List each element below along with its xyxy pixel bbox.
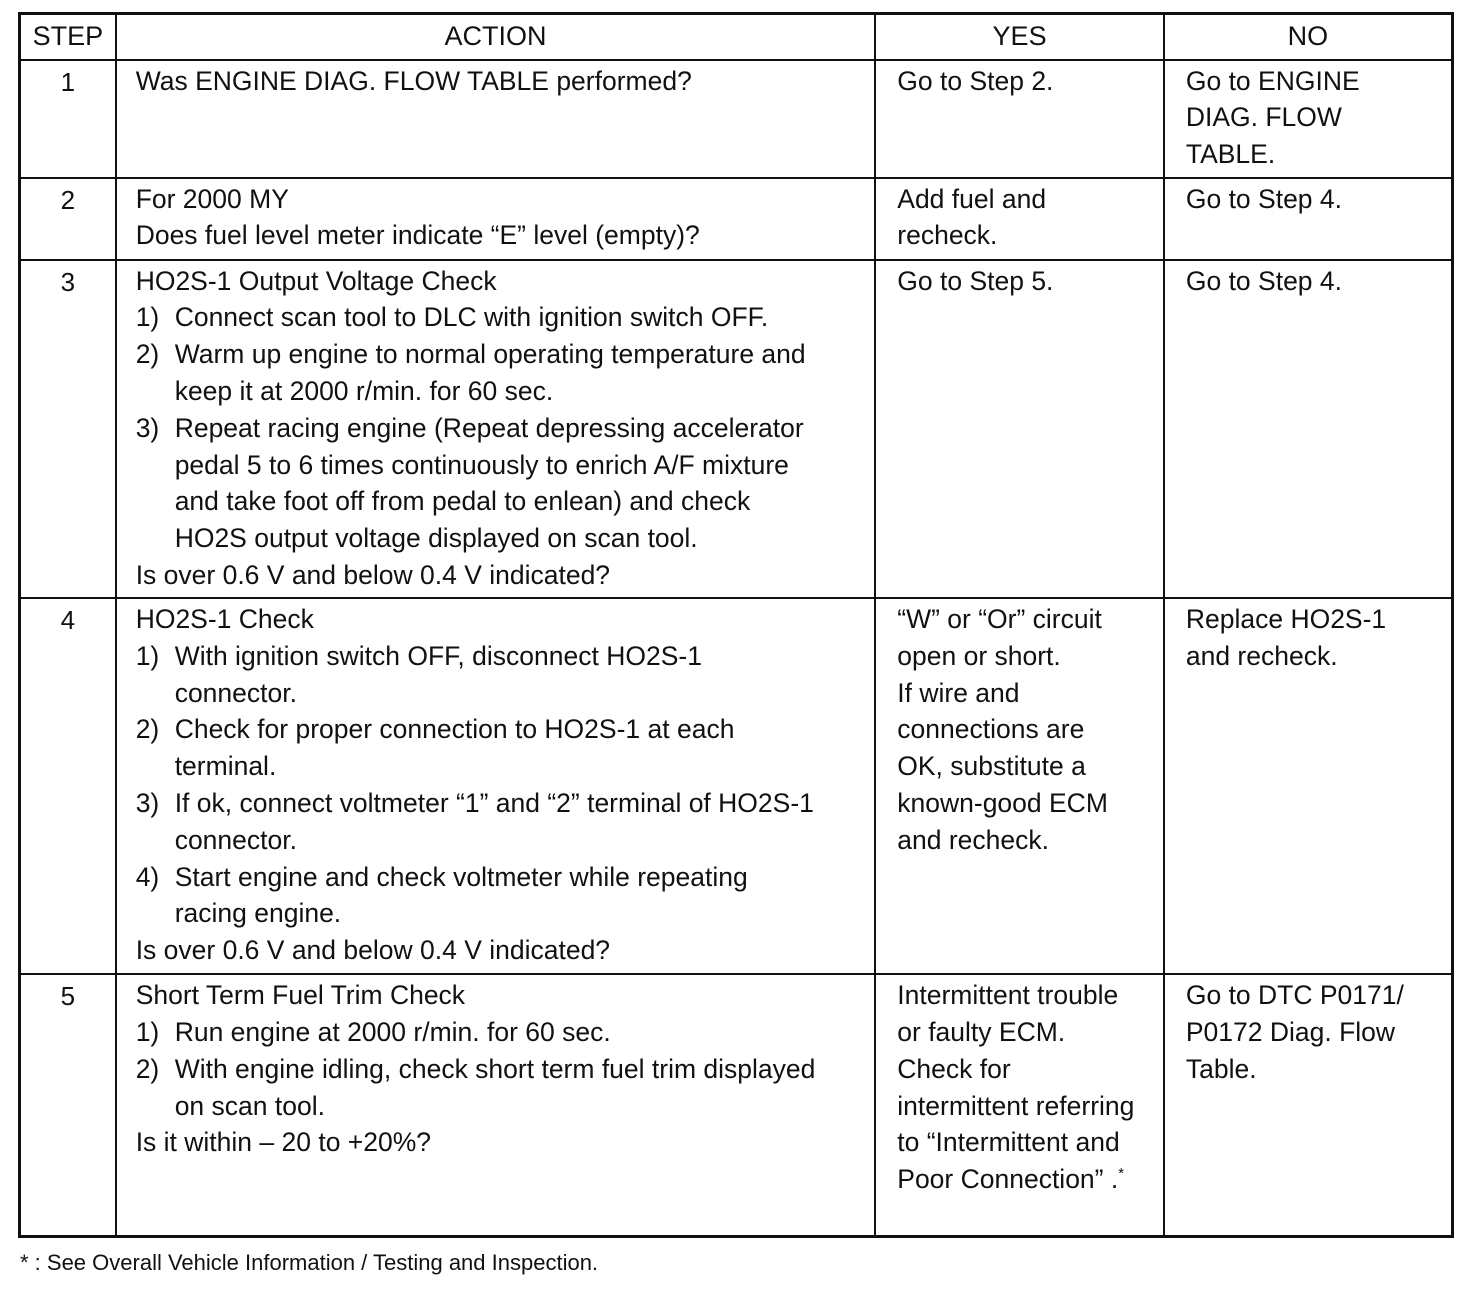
action-question: Is over 0.6 V and below 0.4 V indicated?: [135, 935, 611, 966]
table-row: [20, 60, 1453, 178]
no-cell: [1164, 598, 1453, 974]
action-sub-step: [136, 785, 869, 859]
table-row: [20, 178, 1453, 260]
action-sub-step: [136, 336, 869, 410]
sub-step-line: and take foot off from pedal to enlean) and check: [174, 486, 751, 517]
action-text-line: Was ENGINE DIAG. FLOW TABLE performed?: [135, 65, 692, 96]
footnote-marker: *: [1118, 1165, 1125, 1183]
yes-text: Intermittent trouble: [897, 980, 1119, 1011]
table-row: [20, 260, 1453, 598]
sub-step-text: [175, 859, 869, 933]
action-cell: [116, 260, 876, 598]
sub-step-line: Warm up engine to normal operating temperature and: [174, 339, 806, 370]
sub-step-line: HO2S output voltage displayed on scan tool.: [174, 523, 698, 554]
no-cell: [1164, 974, 1453, 1236]
step-number: 3: [20, 260, 116, 598]
sub-step-text: [175, 711, 869, 785]
sub-step-text: [175, 299, 869, 336]
yes-text: intermittent referring: [897, 1090, 1135, 1121]
sub-step-line: Start engine and check voltmeter while repeating: [174, 861, 748, 892]
step-number: 2: [20, 178, 116, 260]
action-sub-step: [136, 299, 869, 336]
action-cell: [116, 974, 876, 1236]
yes-text-line: [897, 711, 1157, 748]
sub-step-line: Repeat racing engine (Repeat depressing accelerator: [174, 412, 804, 443]
sub-step-line: connector.: [174, 677, 297, 708]
action-sub-step: [136, 711, 869, 785]
step-number: 1: [20, 60, 116, 178]
yes-text: Go to Step 2.: [897, 65, 1054, 96]
sub-step-line: keep it at 2000 r/min. for 60 sec.: [174, 376, 554, 407]
sub-step-number: 2): [135, 1053, 160, 1084]
sub-step-line: on scan tool.: [174, 1090, 325, 1121]
sub-step-number: 1): [135, 302, 160, 333]
yes-text-line: [897, 675, 1157, 712]
yes-text: Go to Step 5.: [897, 265, 1054, 296]
step-number: 4: [20, 598, 116, 974]
action-cell: [116, 598, 876, 974]
action-text-line: HO2S-1 Output Voltage Check: [135, 265, 497, 296]
table-row: [20, 974, 1453, 1236]
yes-text: or faulty ECM.: [897, 1017, 1066, 1048]
yes-text-line: [897, 748, 1157, 785]
sub-step-number: 1): [135, 1017, 160, 1048]
yes-text: connections are: [897, 714, 1085, 745]
header-yes: YES: [875, 14, 1164, 60]
sub-step-line: With ignition switch OFF, disconnect HO2S-1: [174, 640, 702, 671]
yes-text: Check for: [897, 1053, 1011, 1084]
sub-step-number: 3): [135, 412, 160, 443]
yes-text: open or short.: [897, 640, 1061, 671]
no-cell: [1164, 260, 1453, 598]
footnote: * : See Overall Vehicle Information / Testing and Inspection.: [20, 1250, 599, 1275]
yes-text-line: [897, 263, 1157, 300]
sub-step-line: pedal 5 to 6 times continuously to enrich A/F mixture: [174, 449, 789, 480]
yes-text-line: [897, 601, 1157, 638]
sub-step-text: [175, 336, 869, 410]
sub-step-line: connector.: [174, 824, 297, 855]
yes-text-line: [897, 1124, 1157, 1161]
sub-step-line: Check for proper connection to HO2S-1 at each: [174, 714, 735, 745]
sub-step-number: 3): [135, 787, 160, 818]
table-row: [20, 598, 1453, 974]
yes-text-line: [897, 1161, 1157, 1198]
yes-text-line: [897, 63, 1157, 100]
action-cell: [116, 178, 876, 260]
sub-step-line: racing engine.: [174, 898, 342, 929]
action-text-line: For 2000 MY: [135, 183, 289, 214]
sub-step-line: terminal.: [174, 751, 277, 782]
step-number: 5: [20, 974, 116, 1236]
table-body: [20, 60, 1453, 1237]
yes-text: OK, substitute a: [897, 751, 1086, 782]
action-sub-step: [136, 638, 869, 712]
yes-text-line: [897, 822, 1157, 859]
yes-text: “W” or “Or” circuit: [897, 603, 1102, 634]
yes-text: If wire and: [897, 677, 1020, 708]
sub-step-line: If ok, connect voltmeter “1” and “2” terminal of HO2S-1: [174, 787, 814, 818]
action-sub-step: [136, 1014, 869, 1051]
sub-step-number: 2): [135, 714, 160, 745]
yes-text-line: [897, 785, 1157, 822]
sub-step-text: [175, 1014, 869, 1051]
yes-text-line: [897, 638, 1157, 675]
yes-text-line: [897, 181, 1157, 218]
yes-text: recheck.: [897, 220, 998, 251]
action-question: Is it within – 20 to +20%?: [135, 1127, 432, 1158]
action-text-line: HO2S-1 Check: [135, 603, 314, 634]
sub-step-line: Run engine at 2000 r/min. for 60 sec.: [174, 1017, 611, 1048]
no-text-line: Replace HO2S-1: [1185, 603, 1387, 634]
no-text-line: Table.: [1185, 1053, 1257, 1084]
header-action: ACTION: [116, 14, 876, 60]
no-text-line: Go to ENGINE: [1185, 65, 1360, 96]
sub-step-text: [175, 785, 869, 859]
action-question: Is over 0.6 V and below 0.4 V indicated?: [135, 560, 611, 591]
no-text-line: TABLE.: [1185, 139, 1276, 170]
yes-cell: [875, 974, 1164, 1236]
action-text-line: Short Term Fuel Trim Check: [135, 980, 466, 1011]
no-text-line: Go to Step 4.: [1185, 265, 1343, 296]
sub-step-number: 1): [135, 640, 160, 671]
action-sub-step: [136, 1051, 869, 1125]
no-cell: [1164, 178, 1453, 260]
yes-text: Poor Connection” .: [897, 1164, 1119, 1195]
sub-step-number: 2): [135, 339, 160, 370]
header-step: STEP: [20, 14, 116, 60]
yes-text: Add fuel and: [897, 183, 1047, 214]
header-no: NO: [1164, 14, 1453, 60]
yes-cell: [875, 260, 1164, 598]
yes-cell: [875, 60, 1164, 178]
yes-text: to “Intermittent and: [897, 1127, 1120, 1158]
yes-text: known-good ECM: [897, 787, 1108, 818]
action-sub-step: [136, 410, 869, 557]
yes-text-line: [897, 1088, 1157, 1125]
sub-step-text: [175, 410, 869, 557]
sub-step-line: Connect scan tool to DLC with ignition switch OFF.: [174, 302, 769, 333]
sub-step-line: With engine idling, check short term fuel trim displayed: [174, 1053, 816, 1084]
yes-text-line: [897, 217, 1157, 254]
no-text-line: P0172 Diag. Flow: [1185, 1017, 1396, 1048]
yes-text: and recheck.: [897, 824, 1049, 855]
no-text-line: Go to Step 4.: [1185, 183, 1343, 214]
yes-text-line: [897, 1051, 1157, 1088]
yes-cell: [875, 598, 1164, 974]
action-sub-step: [136, 859, 869, 933]
action-cell: [116, 60, 876, 178]
yes-cell: [875, 178, 1164, 260]
table-header-row: [20, 14, 1453, 60]
yes-text-line: [897, 977, 1157, 1014]
sub-step-text: [175, 638, 869, 712]
sub-step-number: 4): [135, 861, 160, 892]
diagnostic-flow-table: [18, 12, 1454, 1238]
no-text-line: DIAG. FLOW: [1185, 102, 1342, 133]
no-text-line: Go to DTC P0171/: [1185, 980, 1404, 1011]
sub-step-text: [175, 1051, 869, 1125]
no-text-line: and recheck.: [1185, 640, 1338, 671]
yes-text-line: [897, 1014, 1157, 1051]
no-cell: [1164, 60, 1453, 178]
action-text-line: Does fuel level meter indicate “E” level (empty)?: [135, 220, 700, 251]
